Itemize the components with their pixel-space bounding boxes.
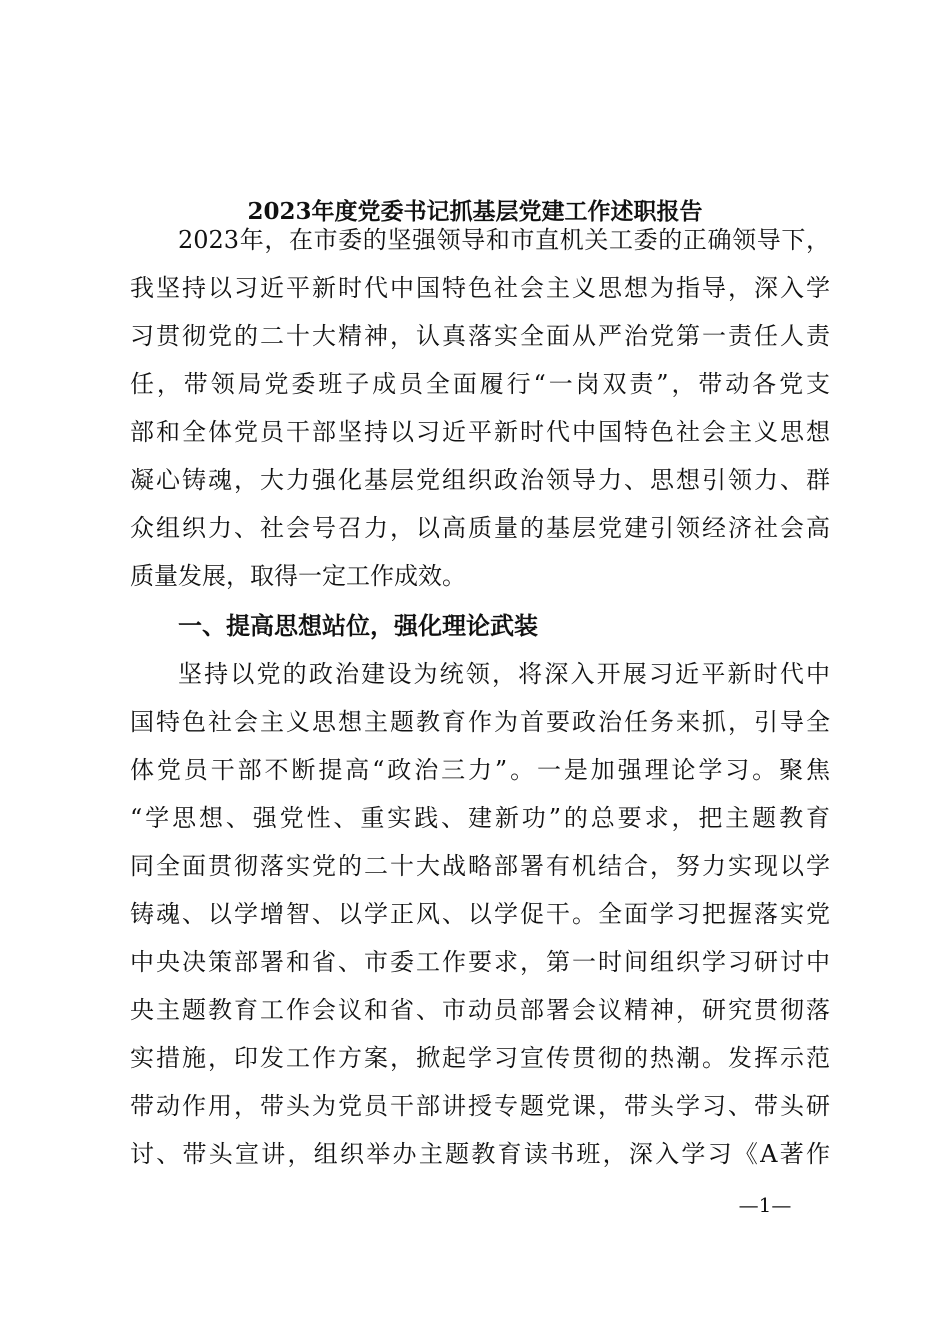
section1-line-3: 体党员干部不断提高“政治三力”。一是加强理论学习。聚焦 xyxy=(130,756,830,784)
intro-line-3: 习贯彻党的二十大精神，认真落实全面从严治党第一责任人责 xyxy=(130,322,830,350)
intro-line-5: 部和全体党员干部坚持以习近平新时代中国特色社会主义思想 xyxy=(130,418,830,446)
document-title: 2023年度党委书记抓基层党建工作述职报告 xyxy=(247,198,703,225)
section-heading-1: 一、提高思想站位，强化理论武装 xyxy=(178,612,538,640)
section1-line-2: 国特色社会主义思想主题教育作为首要政治任务来抓，引导全 xyxy=(130,708,830,736)
section1-line-7: 中央决策部署和省、市委工作要求，第一时间组织学习研讨中 xyxy=(130,948,830,976)
section1-line-8: 央主题教育工作会议和省、市动员部署会议精神，研究贯彻落 xyxy=(130,996,830,1024)
section1-line-4: “学思想、强党性、重实践、建新功”的总要求，把主题教育 xyxy=(130,804,830,832)
intro-line-2: 我坚持以习近平新时代中国特色社会主义思想为指导，深入学 xyxy=(130,274,830,302)
intro-line-7: 众组织力、社会号召力，以高质量的基层党建引领经济社会高 xyxy=(130,514,830,542)
section1-line-6: 铸魂、以学增智、以学正风、以学促干。全面学习把握落实党 xyxy=(130,900,830,928)
intro-line-8: 质量发展，取得一定工作成效。 xyxy=(130,562,466,590)
intro-line-4: 任，带领局党委班子成员全面履行“一岗双责”，带动各党支 xyxy=(130,370,830,398)
section1-line-10: 带动作用，带头为党员干部讲授专题党课，带头学习、带头研 xyxy=(130,1092,830,1120)
intro-line-6: 凝心铸魂，大力强化基层党组织政治领导力、思想引领力、群 xyxy=(130,466,830,494)
page-number: —1— xyxy=(738,1193,792,1217)
section1-line-5: 同全面贯彻落实党的二十大战略部署有机结合，努力实现以学 xyxy=(130,852,830,880)
intro-line-1: 2023年，在市委的坚强领导和市直机关工委的正确领导下， xyxy=(178,226,830,254)
section1-line-11: 讨、带头宣讲，组织举办主题教育读书班，深入学习《A著作 xyxy=(130,1140,830,1168)
section1-line-9: 实措施，印发工作方案，掀起学习宣传贯彻的热潮。发挥示范 xyxy=(130,1044,830,1072)
section1-line-1: 坚持以党的政治建设为统领，将深入开展习近平新时代中 xyxy=(178,660,830,688)
